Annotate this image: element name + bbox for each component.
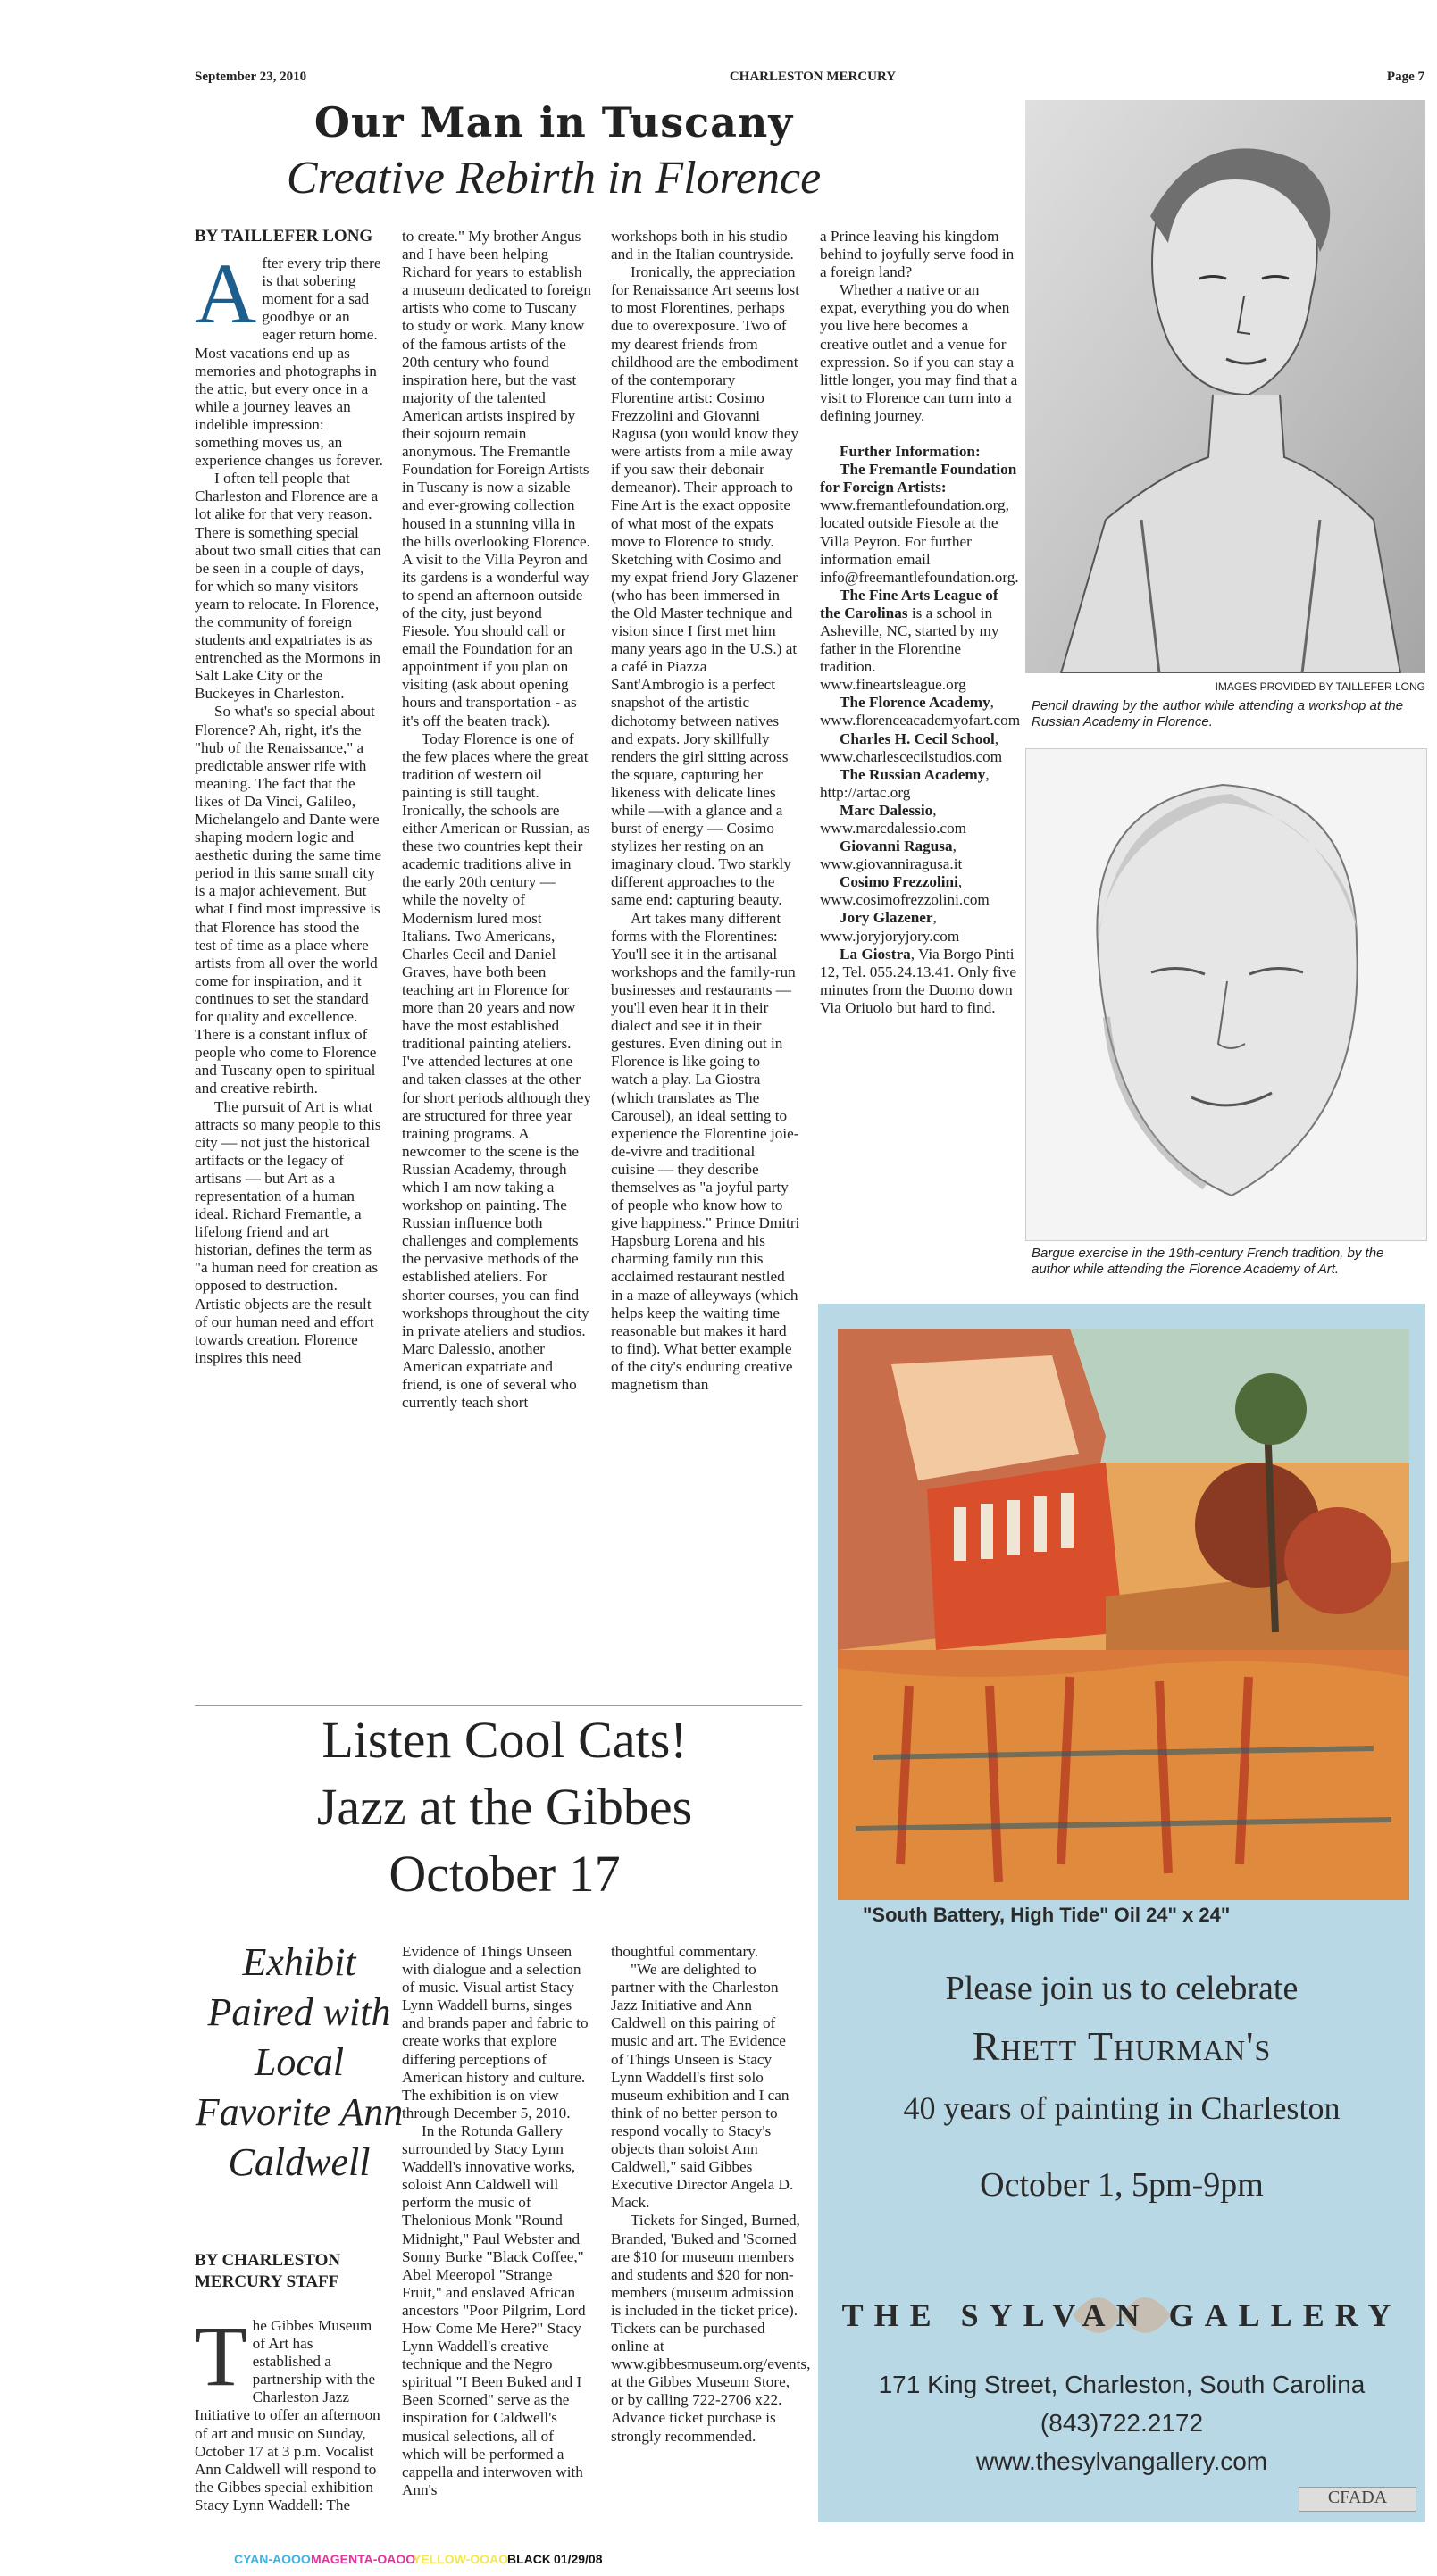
article1-column-2	[402, 228, 591, 1412]
gallery-name: THE SYLVAN GALLERY	[841, 2297, 1402, 2333]
paragraph: Today Florence is one of the few places where the great tradition of western oil painting is still taught. Ironically, the schools are either American or Russian, as these two countries kept their academic traditions alive in the early 20th century — while the novelty of Modernism lured most Italians. Two Americans, Charles Cecil and Daniel Graves, have both been teaching art in Florence for more than 20 years and now have the most established traditional painting ateliers. I've attended lectures at one and taken classes at the other for short periods although they are structured for three year training programs. A newcomer to the scene is the Russian Academy, through which I am now taking a workshop on painting. The Russian influence both challenges and complements the pervasive methods of the established ateliers. For shorter courses, you can find workshops throughout the city in private ateliers and studios. Marc Dalessio, another American expatriate and friend, is one of several who currently teach short	[402, 729, 591, 1412]
jazz-headline-line-3: October 17	[388, 1845, 621, 1903]
ad-event-date: October 1, 5pm-9pm	[980, 2166, 1264, 2204]
bargue-caption: Bargue exercise in the 19th-century French tradition, by the author while attending the Florence Academy of Art.	[1032, 1246, 1384, 1277]
paragraph: The pursuit of Art is what attracts so many people to this city — not just the historical artifacts or the legacy of artisans — but Art as a representation of a human ideal. Richard Fremantle, a lifelong friend and art historian, defines the term as "a human need for creation as opposed to destruction. Artistic objects are the result of our human need and effort towards creation. Florence inspires this need	[195, 1097, 381, 1366]
article1-column-3	[611, 228, 800, 1394]
section-divider	[195, 1705, 802, 1706]
paragraph: a Prince leaving his kingdom behind to joyfully serve food in a foreign land?	[820, 228, 1015, 281]
reg-black: BLACK	[507, 2552, 551, 2566]
paragraph: Art takes many different forms with the Florentines: You'll see it in the artisanal workshops and the family-run businesses and restaurants — you'll even hear it in their dialect and see it in their gestures. Even dining out in Florence is like going to watch a play. La Giostra (which translates as The Carousel), an ideal setting to experience the Florentine joie-de-vivre and traditional cuisine — they describe themselves as "a joyful party of people who know how to give happiness." Prince Dmitri Hapsburg Lorena and his charming family run this acclaimed restaurant nestled in a maze of alleyways (which helps keep the waiting time reasonable but makes it hard to find). What better example of the city's enduring creative magnetism than	[611, 909, 800, 1393]
further-info-text: , www.marcdalessio.com	[820, 801, 967, 837]
further-info-name: Marc Dalessio	[840, 801, 933, 819]
further-info-text: , Via Borgo Pinti 12, Tel. 055.24.13.41. Only five minutes from the Duomo down Via Oriuolo but hard to find.	[820, 945, 1016, 1016]
painting-south-battery	[838, 1329, 1409, 1900]
paragraph: I often tell people that Charleston and Florence are a lot alike for that very reason. There is something special about two small cities that can be seen in a couple of days, for which so many visitors yearn to relocate. In Florence, the community of foreign students and expatriates is as entrenched as the Mormons in Salt Lake City or the Buckeyes in Charleston.	[195, 470, 381, 703]
image-credit: IMAGES PROVIDED BY TAILLEFER LONG	[1215, 680, 1425, 693]
further-info-list	[820, 461, 1021, 1017]
article1-column-4	[820, 228, 1021, 1017]
further-info-name: Charles H. Cecil School	[840, 729, 995, 747]
further-info-name: Giovanni Ragusa	[840, 838, 953, 855]
further-info-text: www.fremantlefoundation.org, located outside Fiesole at the Villa Peyron. For further information email info@freemantlefoundation.org.	[820, 496, 1019, 586]
paragraph: Evidence of Things Unseen with dialogue and a selection of music. Visual artist Stacy Lynn Waddell burns, singes and brands paper and fabric to create works that explore differing perceptions of American history and culture. The exhibition is on view through December 5, 2010.	[402, 1943, 589, 2122]
jazz-column-2	[402, 1943, 591, 2499]
further-info-name: The Fine Arts League of the Carolinas	[820, 586, 998, 621]
gallery-website: www.thesylvangallery.com	[975, 2447, 1268, 2475]
page-number: Page 7	[1386, 70, 1424, 84]
paragraph: thoughtful commentary.	[611, 1943, 758, 1960]
further-info-item	[820, 766, 1018, 802]
issue-date: September 23, 2010	[195, 70, 307, 84]
paragraph: Tickets for Singed, Burned, Branded, 'Buked and 'Scorned are $10 for museum members and students and $20 for non-members (museum admission is included in the ticket price). Tickets can be purchased online at www.gibbesmuseum.org/events, at the Gibbes Museum Store, or by calling 722-2706 x22. Advance ticket purchase is strongly recommended.	[611, 2212, 811, 2445]
further-info-item	[820, 946, 1018, 1017]
article1-column-1	[195, 228, 384, 1367]
paragraph: Whether a native or an expat, everything you do when you live here becomes a creative outlet and a venue for expression. So if you can stay a little longer, you may find that a visit to Florence can turn into a defining journey.	[820, 281, 1018, 424]
gallery-advertisement	[818, 1304, 1425, 2522]
paragraph: "We are delighted to partner with the Charleston Jazz Initiative and Ann Caldwell on this pairing of music and art. The Evidence of Things Unseen is Stacy Lynn Waddell's first solo museum exhibition and I can think of no better person to respond vocally to Stacy's objects than soloist Ann Caldwell," said Gibbes Executive Director Angela D. Mack.	[611, 1961, 794, 2212]
article-byline: BY TAILLEFER LONG	[195, 227, 373, 246]
gallery-phone: (843)722.2172	[1040, 2409, 1204, 2437]
further-info-item	[820, 909, 1018, 945]
further-info-text: , www.joryjoryjory.com	[820, 909, 960, 945]
bargue-drawing-image	[1025, 748, 1427, 1241]
further-info-item	[820, 838, 1018, 873]
paragraph: to create." My brother Angus and I have been helping Richard for years to establish a museum dedicated to foreign artists who come to Tuscany to study or work. Many know of the famous artists of the 20th century who found inspiration here, but the vast majority of the talented American artists inspired by their sojourn remain anonymous. The Fremantle Foundation for Foreign Artists in Tuscany is now a sizable and ever-growing collection housed in a stunning villa in the hills overlooking Florence. A visit to the Villa Peyron and its gardens is a wonderful way to spend an afternoon outside of the city, just beyond Fiesole. You should call or email the Foundation for an appointment if you plan on visiting (ask about opening hours and transportation - as it's off the beaten track).	[402, 228, 591, 729]
ad-artist-name: Rhett Thurman's	[972, 2023, 1272, 2069]
further-info-text: , www.giovanniragusa.it	[820, 838, 963, 873]
reg-cyan: CYAN-AOOO	[234, 2552, 311, 2566]
paragraph: he Gibbes Museum of Art has established a partnership with the Charleston Jazz Initiative to offer an afternoon of art and music on Sunday, October 17 at 3 p.m. Vocalist Ann Caldwell will respond to the Gibbes special exhibition Stacy Lynn Waddell: The	[195, 2317, 380, 2513]
ad-celebration: 40 years of painting in Charleston	[903, 2090, 1341, 2126]
ad-invitation: Please join us to celebrate	[945, 1970, 1299, 2007]
gallery-address: 171 King Street, Charleston, South Carolina	[878, 2371, 1366, 2398]
further-info-text: is a school in Asheville, NC, started by my father in the Florentine tradition. www.fineartsleague.org	[820, 604, 999, 694]
jazz-byline: BY CHARLESTON MERCURY STAFF	[195, 2251, 341, 2291]
further-info-text: , www.charlescecilstudios.com	[820, 729, 1003, 765]
painting-caption: "South Battery, High Tide" Oil 24" x 24"	[863, 1904, 1231, 1926]
jazz-column-3	[611, 1943, 811, 2446]
further-info-name: The Fremantle Foundation for Foreign Artists:	[820, 461, 1017, 496]
further-info-name: The Florence Academy	[840, 694, 990, 712]
further-info-item	[820, 587, 1018, 695]
jazz-column-1	[195, 2308, 384, 2514]
further-info-item	[820, 694, 1021, 729]
paragraph: Ironically, the appreciation for Renaissance Art seems lost to most Florentines, perhaps due to overexposure. Two of my dearest friends from childhood are the embodiment of the contemporary Florentine artist: Cosimo Frezzolini and Giovanni Ragusa (you would know they were artists from a mile away if you saw their debonair demeanor). Their approach to Fine Art is the exact opposite of what most of the expats move to Florence to study. Sketching with Cosimo and my expat friend Jory Glazener (who has been immersed in the Old Master technique and vision since I first met him many years ago in the U.S.) at a café in Piazza Sant'Ambrogio is a perfect snapshot of the artistic dichotomy between natives and expats. Jory skillfully renders the girl sitting across the square, capturing her likeness with delicate lines while —with a glance and a burst of energy — Cosimo stylizes her resting on an imaginary cloud. Two starkly different approaches to the same end: capturing beauty.	[611, 263, 799, 909]
further-info-item	[820, 461, 1018, 587]
paragraph: workshops both in his studio and in the Italian countryside.	[611, 228, 794, 263]
reg-magenta: MAGENTA-OAOO	[311, 2552, 416, 2566]
reg-date: 01/29/08	[554, 2552, 603, 2566]
further-info-text: , http://artac.org	[820, 765, 990, 801]
jazz-subhead: Exhibit Paired with Local Favorite Ann Caldwell	[195, 1940, 404, 2184]
further-info-name: Cosimo Frezzolini	[840, 873, 958, 891]
pencil-portrait-image	[1025, 100, 1425, 673]
reg-yellow: YELLOW-OOAO	[413, 2552, 509, 2566]
cast-head-drawing	[1026, 749, 1426, 1240]
article-headline: Creative Rebirth in Florence	[286, 153, 822, 204]
portrait-caption: Pencil drawing by the author while attending a workshop at the Russian Academy in Florence.	[1032, 698, 1404, 729]
further-info-text: , www.florenceacademyofart.com	[820, 694, 1021, 729]
further-info-item	[820, 730, 1018, 766]
article-kicker: Our Man in Tuscany	[313, 98, 794, 146]
further-info-heading: Further Information:	[840, 443, 981, 461]
further-info-name: La Giostra	[840, 945, 911, 963]
drop-cap: T	[195, 2308, 247, 2404]
further-info-name: The Russian Academy	[840, 765, 986, 783]
portrait-drawing	[1025, 100, 1425, 673]
paragraph: fter every trip there is that sobering moment for a sad goodbye or an eager return home. Most vacations end up as memories and photographs in the attic, but every once in a while a journey leaves an indelible impression: something moves us, an experience changes us forever.	[195, 254, 383, 470]
further-info-text: , www.cosimofrezzolini.com	[820, 873, 990, 909]
paragraph: So what's so special about Florence? Ah, right, it's the "hub of the Renaissance," a predictable answer rife with meaning. The fact that the likes of Da Vinci, Galileo, Michelangelo and Dante were shaping modern logic and aesthetic during the same time period in this same small city is a major achievement. But what I find most impressive is that Florence has stood the test of time as a place where artists from all over the world come for inspiration, and it continues to set the standard for quality and excellence. There is a constant influx of people who come to Florence and Tuscany open to spiritual and creative rebirth.	[195, 703, 382, 1097]
painting-image	[838, 1329, 1409, 1900]
further-info-name: Jory Glazener	[840, 909, 933, 927]
further-info-item	[820, 873, 1018, 909]
paragraph: In the Rotunda Gallery surrounded by Stacy Lynn Waddell's innovative works, soloist Ann Caldwell will perform the music of Thelonious Monk "Round Midnight," Paul Webster and Sonny Burke "Black Coffee," Abel Meeropol "Strange Fruit," and enslaved African ancestors "Poor Pilgrim, Lord How Come Me Here?" Stacy Lynn Waddell's creative technique and the Negro spiritual "I Been Buked and I Been Scorned" serve as the inspiration for Caldwell's musical selections, all of which will be performed a cappella and interwoven with Ann's	[402, 2122, 586, 2498]
further-info-item	[820, 802, 1018, 838]
drop-cap: A	[195, 246, 257, 342]
jazz-headline-line-1: Listen Cool Cats!	[322, 1711, 688, 1769]
jazz-headline-line-2: Jazz at the Gibbes	[316, 1778, 693, 1836]
newspaper-name: CHARLESTON MERCURY	[729, 70, 897, 84]
cfada-badge: CFADA	[1299, 2487, 1416, 2512]
